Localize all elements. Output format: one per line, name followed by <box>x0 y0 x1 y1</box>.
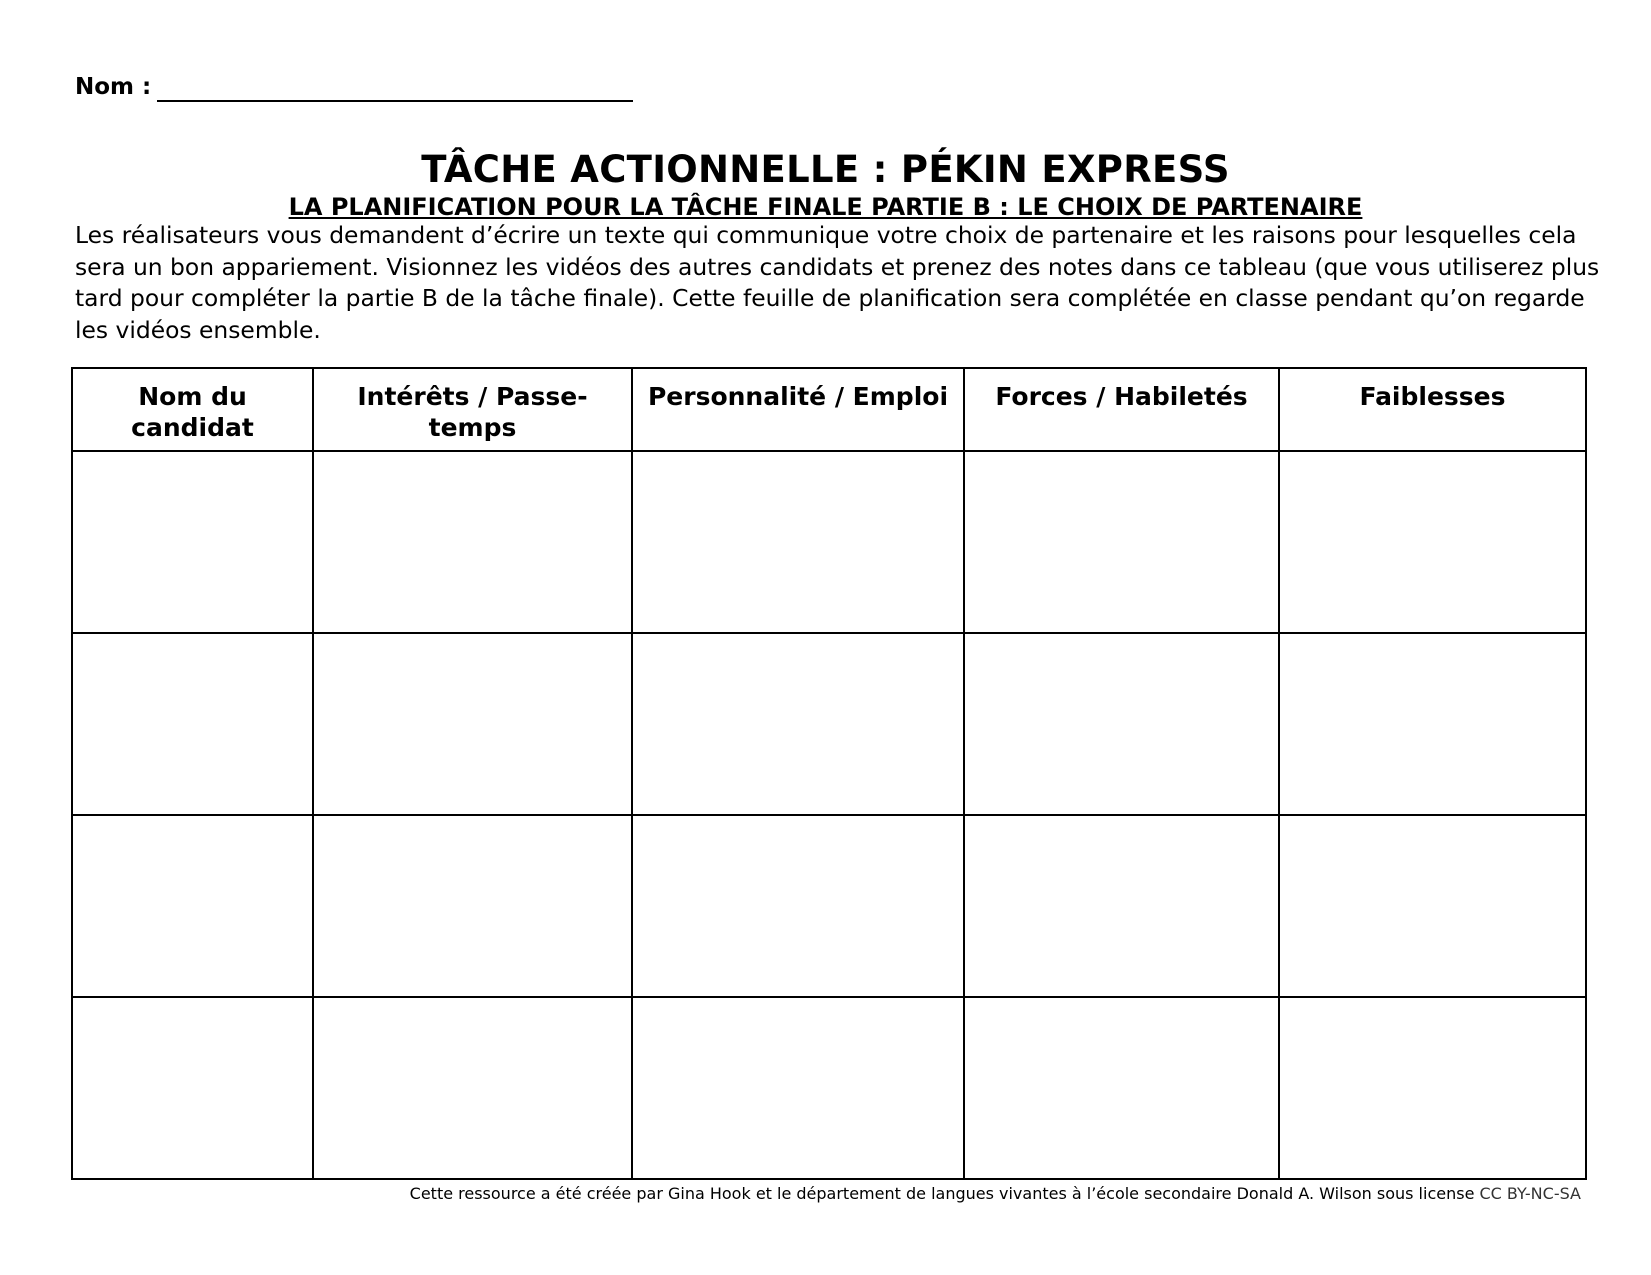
name-field <box>75 72 633 102</box>
table-cell[interactable] <box>313 997 632 1179</box>
name-label: Nom : <box>75 74 152 100</box>
table-cell[interactable] <box>313 815 632 997</box>
table-cell[interactable] <box>72 815 313 997</box>
header-weaknesses: Faiblesses <box>1279 368 1586 451</box>
table-cell[interactable] <box>964 997 1279 1179</box>
planning-table <box>71 367 1587 1180</box>
footer-license: CC BY-NC-SA <box>1479 1184 1581 1203</box>
page-subtitle: LA PLANIFICATION POUR LA TÂCHE FINALE PARTIE B : LE CHOIX DE PARTENAIRE <box>288 193 1363 221</box>
table-cell[interactable] <box>72 451 313 633</box>
table-cell[interactable] <box>1279 633 1586 815</box>
footer-credit <box>410 1184 1581 1204</box>
page-title: TÂCHE ACTIONNELLE : PÉKIN EXPRESS <box>421 148 1230 191</box>
header-strengths: Forces / Habiletés <box>964 368 1279 451</box>
table-cell[interactable] <box>1279 997 1586 1179</box>
table-header-row <box>72 368 1586 451</box>
table-cell[interactable] <box>632 451 964 633</box>
table-cell[interactable] <box>72 633 313 815</box>
table-cell[interactable] <box>964 633 1279 815</box>
header-personality: Personnalité / Emploi <box>632 368 964 451</box>
table-row <box>72 815 1586 997</box>
table-cell[interactable] <box>72 997 313 1179</box>
table-cell[interactable] <box>964 451 1279 633</box>
table-cell[interactable] <box>1279 815 1586 997</box>
footer-credit-text: Cette ressource a été créée par Gina Hook et le département de langues vivantes à l’école secondaire Donald A. Wilson sous license <box>409 1184 1475 1203</box>
header-interests: Intérêts / Passe-temps <box>313 368 632 451</box>
table-cell[interactable] <box>313 633 632 815</box>
table-cell[interactable] <box>632 633 964 815</box>
table-cell[interactable] <box>632 815 964 997</box>
table-cell[interactable] <box>964 815 1279 997</box>
table-row <box>72 451 1586 633</box>
name-blank-line[interactable] <box>157 74 633 102</box>
table-cell[interactable] <box>1279 451 1586 633</box>
table-cell[interactable] <box>632 997 964 1179</box>
table-cell[interactable] <box>313 451 632 633</box>
table-row <box>72 997 1586 1179</box>
intro-paragraph: Les réalisateurs vous demandent d’écrire un texte qui communique votre choix de partenaire et les raisons pour lesquelles cela sera un bon appariement. Visionnez les vidéos des autres candidats et prenez des notes dans ce tableau (que vous utiliserez plus tard pour compléter la partie B de la tâche finale). Cette feuille de planification sera complétée en classe pendant qu’on regarde les vidéos ensemble. <box>75 221 1600 344</box>
table-row <box>72 633 1586 815</box>
header-candidate-name: Nom du candidat <box>72 368 313 451</box>
